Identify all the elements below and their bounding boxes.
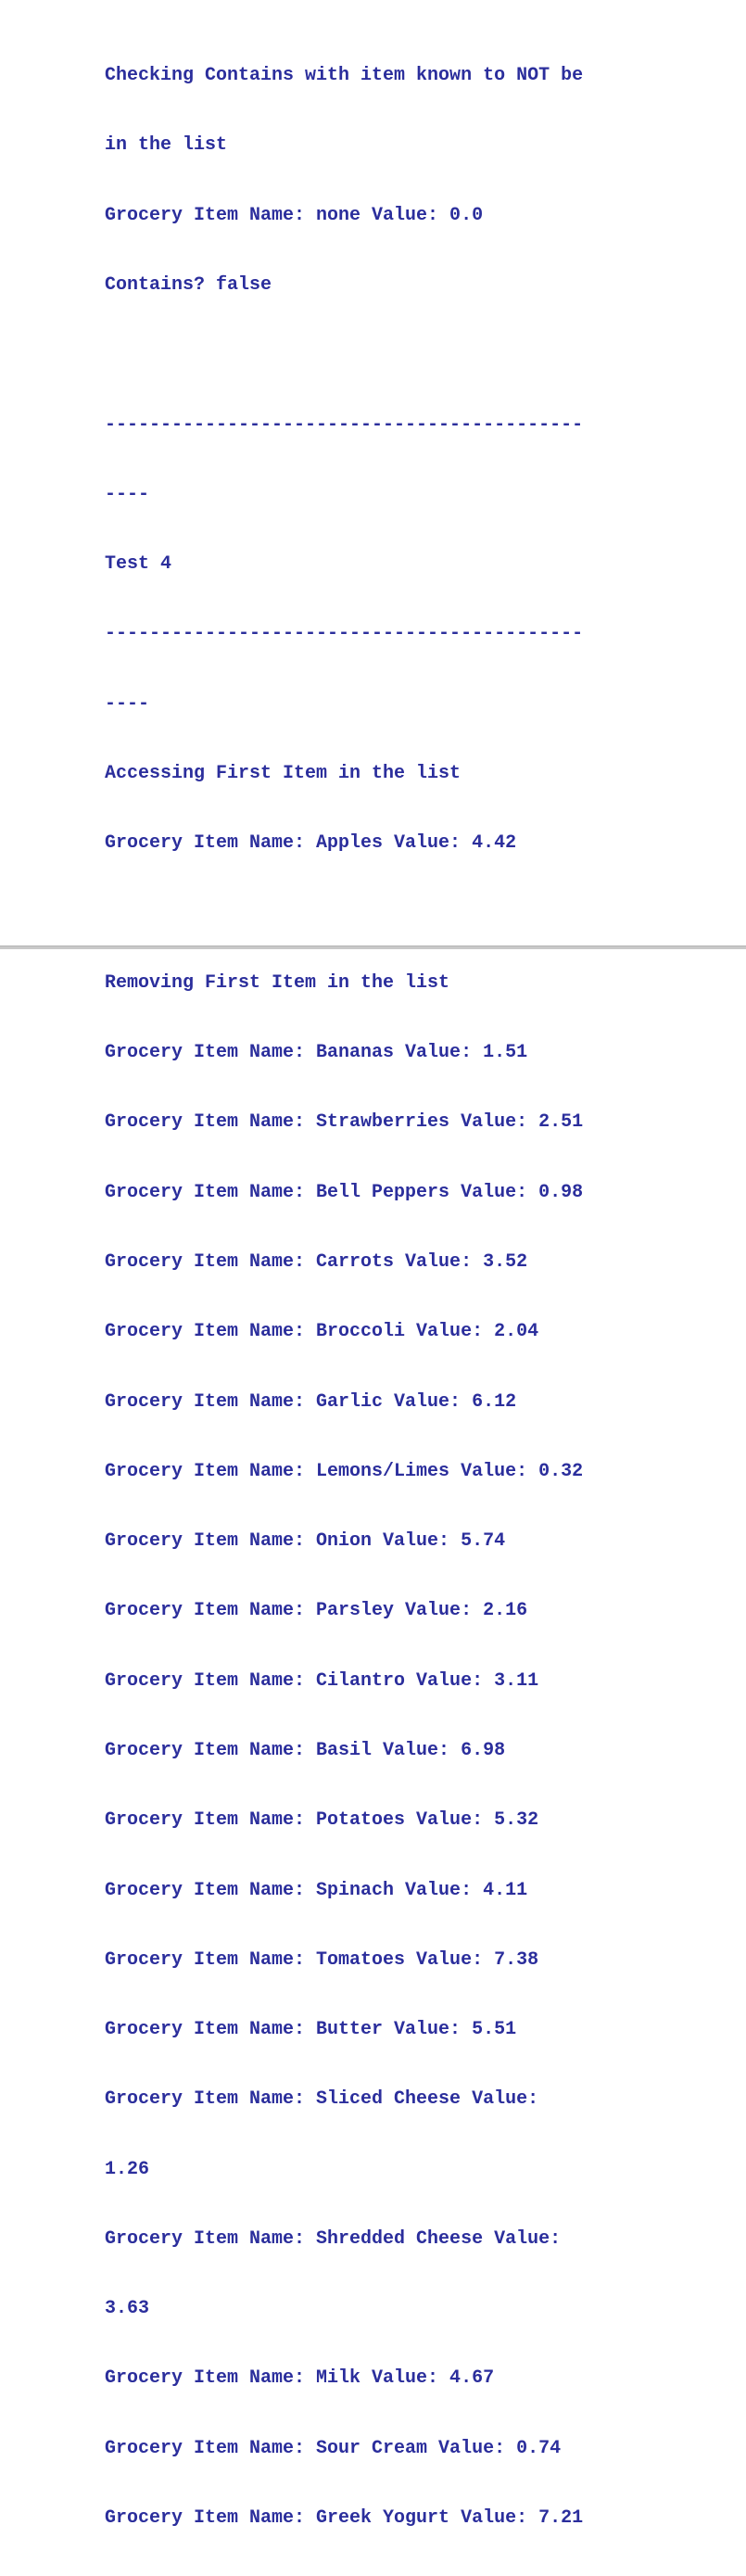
grocery-item-line: Grocery Item Name: Onion Value: 5.74: [105, 1530, 506, 1553]
console-line: Accessing First Item in the list: [105, 763, 462, 784]
grocery-item-line-wrap: 3.63: [105, 2298, 150, 2320]
blank-line: [105, 902, 642, 925]
console-line: Contains? false: [105, 274, 272, 297]
grocery-item-line-wrap: 1.26: [105, 2158, 150, 2180]
grocery-item-line: Grocery Item Name: Tomatoes Value: 7.38: [105, 1948, 539, 1971]
window-bottom-edge: [0, 945, 746, 949]
grocery-item-line: Grocery Item Name: Sliced Cheese Value:: [105, 2088, 539, 2111]
grocery-item-line: Grocery Item Name: Sour Cream Value: 0.74: [105, 2437, 562, 2459]
grocery-item-line: Grocery Item Name: Potatoes Value: 5.32: [105, 1809, 539, 1832]
console-line: Grocery Item Name: none Value: 0.0: [105, 204, 484, 226]
separator-line-wrap: ----: [105, 692, 150, 715]
grocery-item-line: Grocery Item Name: Carrots Value: 3.52: [105, 1250, 528, 1273]
grocery-item-line: Grocery Item Name: Bananas Value: 1.51: [105, 1042, 528, 1064]
separator-line: -------------------------------------------: [105, 623, 584, 645]
grocery-item-line: Grocery Item Name: Greek Yogurt Value: 7.21: [105, 2507, 584, 2530]
console-line: in the list: [105, 134, 228, 157]
grocery-item-line: Grocery Item Name: Bell Peppers Value: 0.98: [105, 1181, 584, 1203]
test-heading: Test 4: [105, 553, 172, 576]
grocery-item-line: Grocery Item Name: Spinach Value: 4.11: [105, 1879, 528, 1901]
separator-line: -------------------------------------------: [105, 413, 584, 436]
grocery-item-line: Grocery Item Name: Broccoli Value: 2.04: [105, 1321, 539, 1343]
grocery-item-line: Grocery Item Name: Parsley Value: 2.16: [105, 1600, 528, 1622]
console-line: Removing First Item in the list: [105, 971, 450, 994]
console-line: Grocery Item Name: Apples Value: 4.42: [105, 832, 517, 855]
console-output: [105, 18, 642, 2576]
grocery-item-line: Grocery Item Name: Garlic Value: 6.12: [105, 1390, 517, 1413]
separator-line-wrap: ----: [105, 483, 150, 505]
grocery-item-line: Grocery Item Name: Basil Value: 6.98: [105, 1739, 506, 1761]
blank-line: [105, 343, 642, 366]
grocery-item-line: Grocery Item Name: Shredded Cheese Value:: [105, 2227, 562, 2250]
grocery-item-line: Grocery Item Name: Butter Value: 5.51: [105, 2019, 517, 2041]
grocery-item-line: Grocery Item Name: Cilantro Value: 3.11: [105, 1669, 539, 1692]
grocery-item-line: Grocery Item Name: Lemons/Limes Value: 0.32: [105, 1460, 584, 1482]
grocery-item-line: Grocery Item Name: Strawberries Value: 2.51: [105, 1111, 584, 1134]
grocery-item-line: Grocery Item Name: Milk Value: 4.67: [105, 2367, 495, 2390]
console-line: Checking Contains with item known to NOT be: [105, 65, 584, 87]
